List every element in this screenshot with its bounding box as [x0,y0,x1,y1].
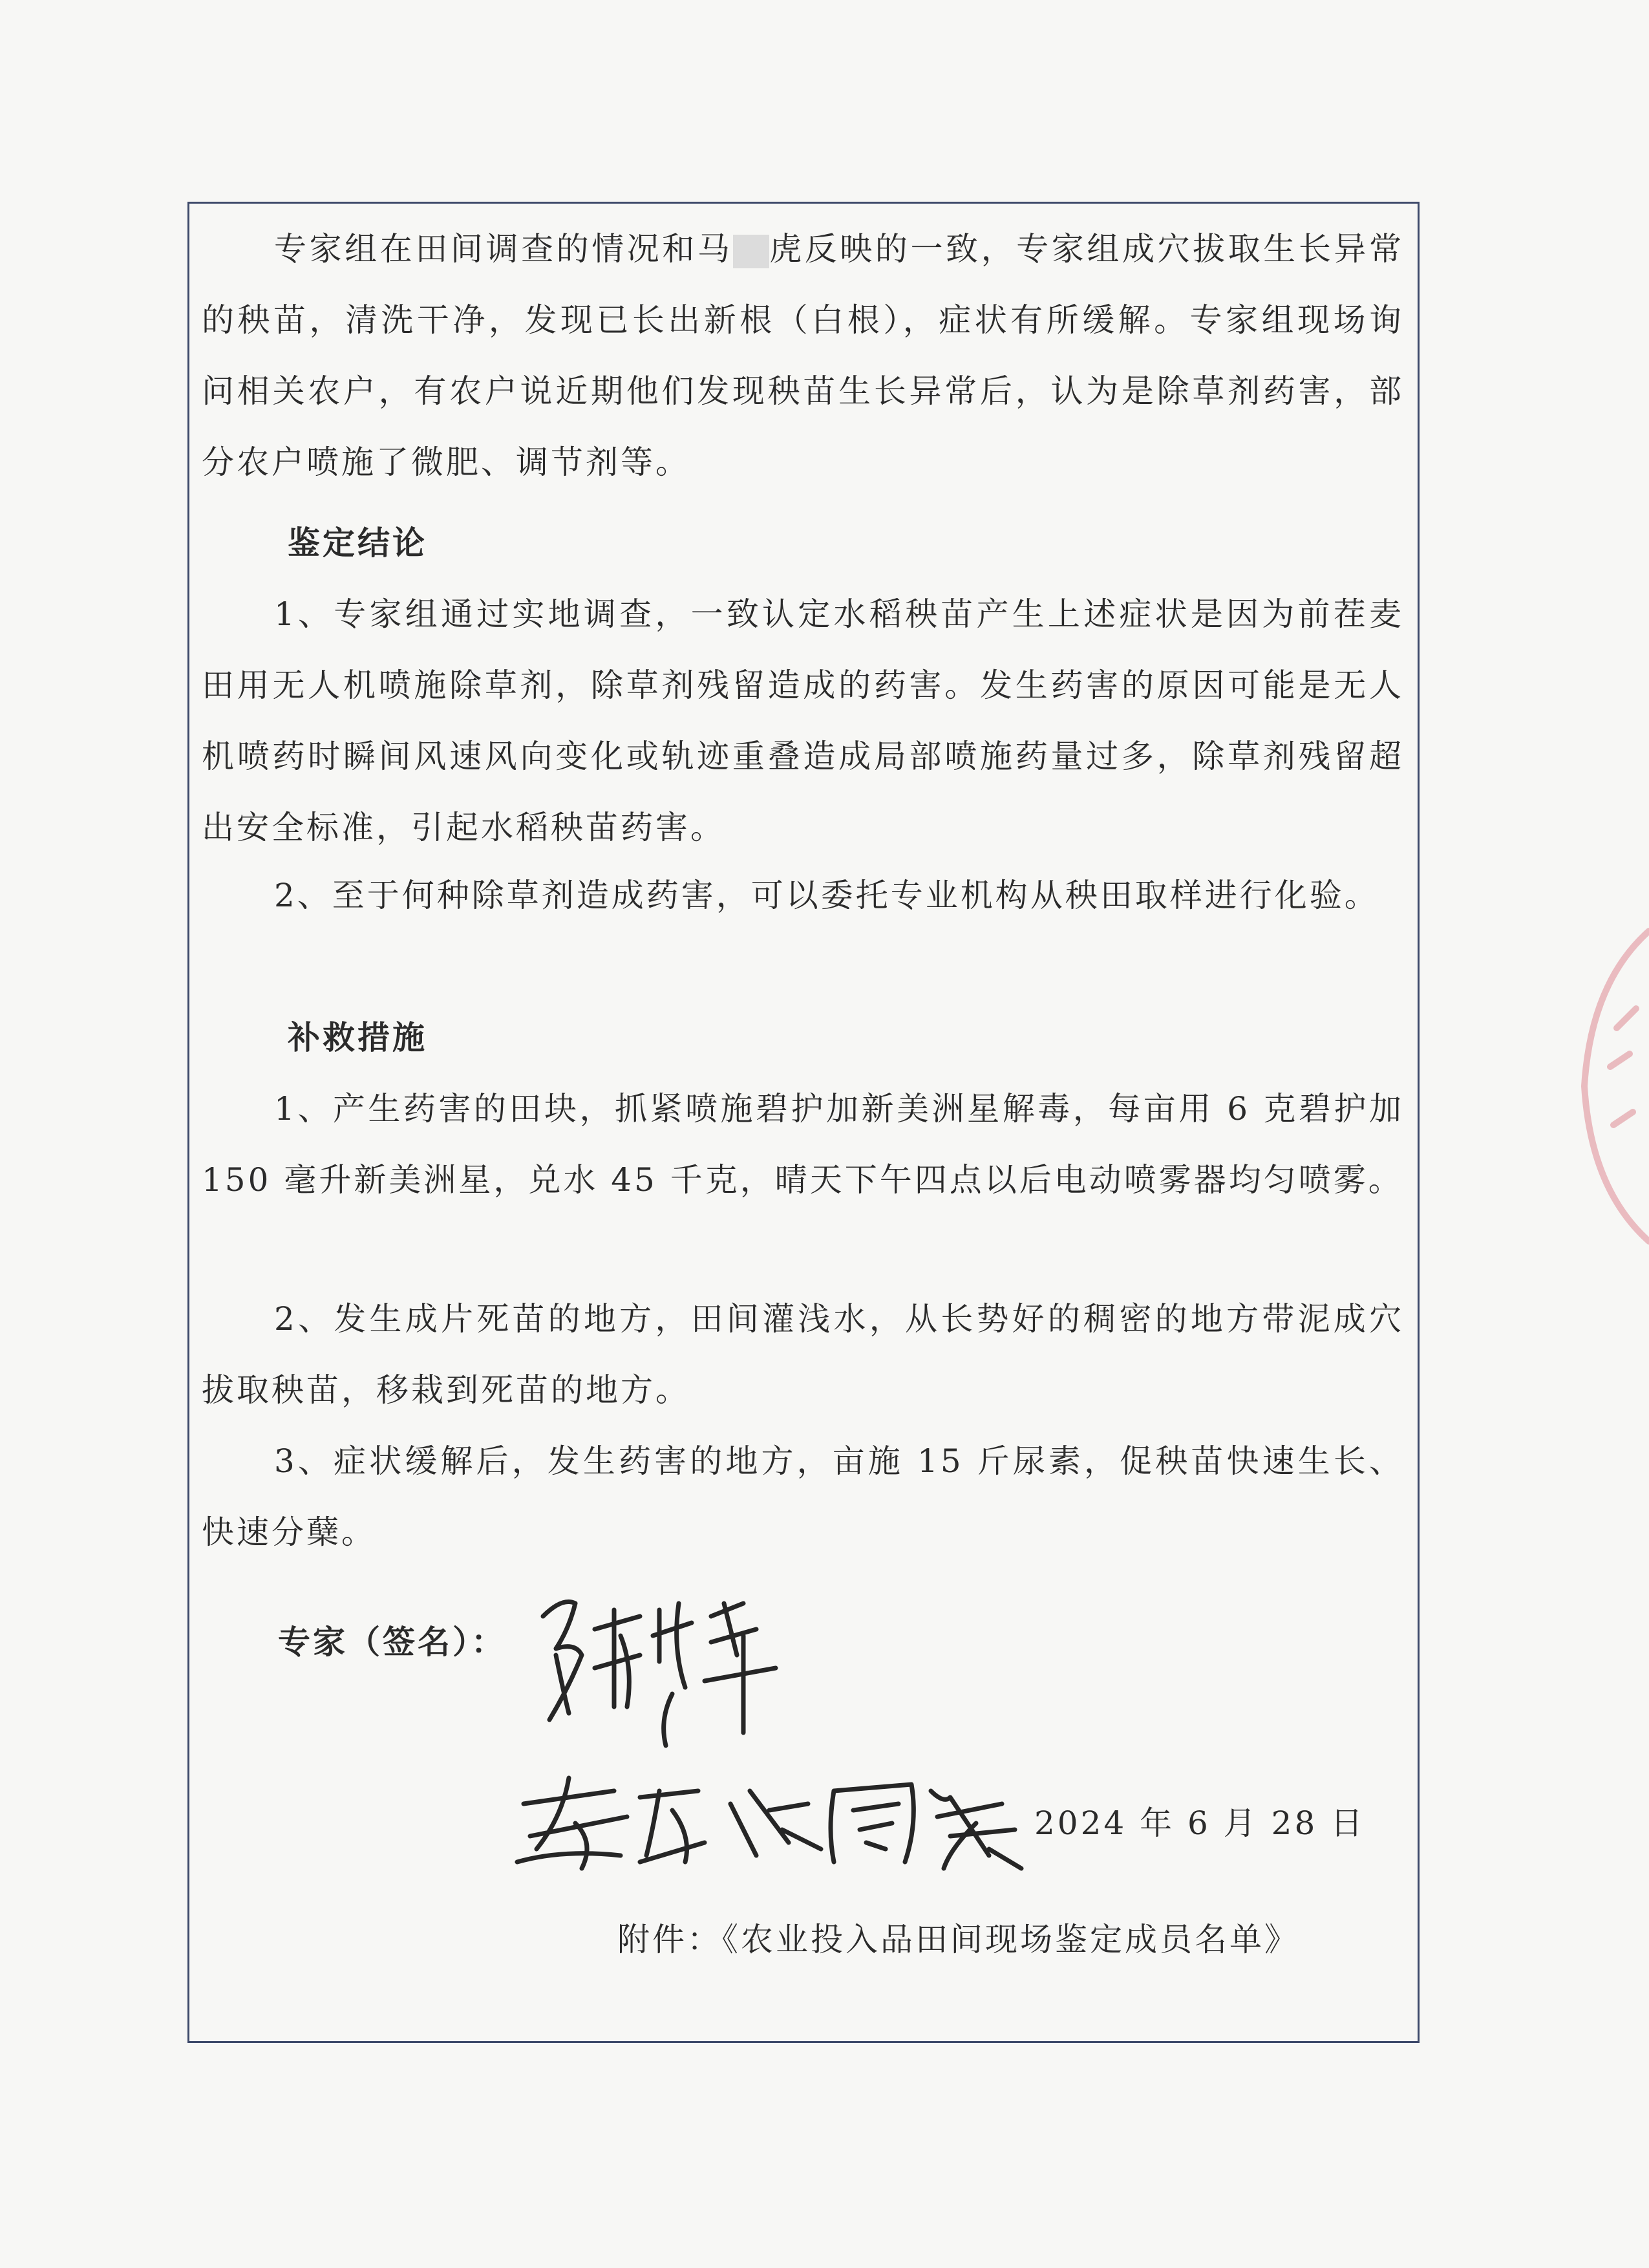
handwritten-signature-2 [498,1765,1028,1875]
redacted-name [733,235,769,268]
signature-date: 2024 年 6 月 28 日 [1034,1804,1366,1842]
attachment-note: 附件：《农业投入品田间现场鉴定成员名单》 [617,1921,1299,1958]
intro-paragraph: 专家组在田间调查的情况和马 虎反映的一致，专家组成穴拔取生长异常的秧苗，清洗干净，发现已长出新根（白根），症状有所缓解。专家组现场询问相关农户，有农户说近期他们发现秧苗生长异常后，认为是除草剂药害，部分农户喷施了微肥、调节剂等。 [202,230,1405,481]
remedy-item-2: 2、发生成片死苗的地方，田间灌浅水，从长势好的稠密的地方带泥成穴拔取秧苗，移栽到死苗的地方。 [202,1300,1404,1409]
handwritten-signature-1 [530,1578,802,1759]
remedy-item-3: 3、症状缓解后，发生药害的地方，亩施 15 斤尿素，促秧苗快速生长、快速分蘖。 [202,1442,1404,1551]
conclusion-item-2: 2、至于何种除草剂造成药害，可以委托专业机构从秧田取样进行化验。 [274,877,1379,914]
remedy-heading: 补救措施 [288,1018,427,1056]
conclusion-item-1: 1、专家组通过实地调查，一致认定水稻秧苗产生上述症状是因为前茬麦田用无人机喷施除草剂，除草剂残留造成的药害。发生药害的原因可能是无人机喷药时瞬间风速风向变化或轨迹重叠造成局部喷施药量过多，除草剂残留超出安全标准，引起水稻秧苗药害。 [202,595,1404,846]
partial-stamp [1565,918,1649,1254]
remedy-item-1: 1、产生药害的田块，抓紧喷施碧护加新美洲星解毒，每亩用 6 克碧护加 150 毫升新美洲星，兑水 45 千克，晴天下午四点以后电动喷雾器均匀喷雾。 [202,1090,1404,1199]
conclusion-heading: 鉴定结论 [288,524,427,562]
signature-label: 专家（签名）： [278,1623,506,1661]
